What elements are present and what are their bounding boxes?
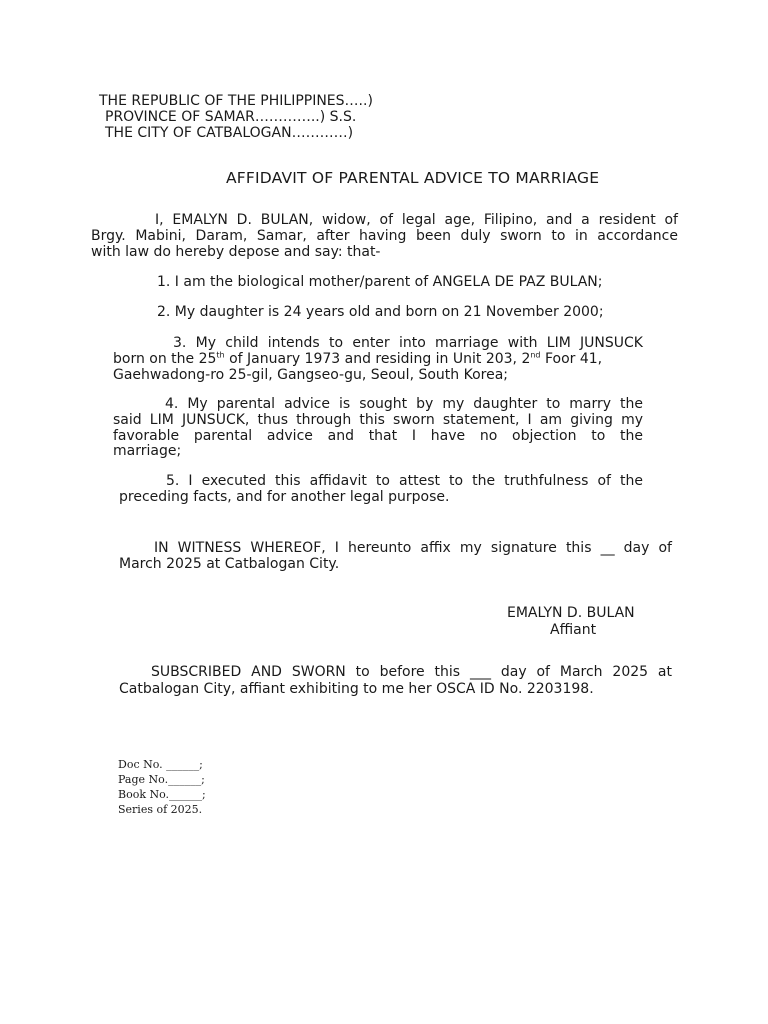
item-1: 1. I am the biological mother/parent of ANGELA DE PAZ BULAN; — [157, 274, 603, 290]
intro-line-3: with law do hereby depose and say: that- — [91, 244, 381, 260]
item-4-line-3: favorable parental advice and that I have no objection to the — [113, 428, 643, 444]
book-no: Book No.______; — [118, 788, 206, 801]
witness-line-2: March 2025 at Catbalogan City. — [119, 556, 340, 572]
affiant-label: Affiant — [550, 622, 597, 638]
item-3-line-1: 3. My child intends to enter into marriage with LIM JUNSUCK — [173, 335, 643, 351]
item-3-text-a: born on the 25 — [113, 351, 217, 367]
item-3-sup-th: th — [216, 350, 225, 360]
header-republic: THE REPUBLIC OF THE PHILIPPINES…..) — [99, 93, 373, 109]
doc-no: Doc No. ______; — [118, 758, 203, 771]
item-5-line-2: preceding facts, and for another legal purpose. — [119, 489, 450, 505]
item-4-line-4: marriage; — [113, 443, 182, 459]
item-3-line-3: Gaehwadong-ro 25-gil, Gangseo-gu, Seoul, South Korea; — [113, 367, 509, 383]
intro-line-2: Brgy. Mabini, Daram, Samar, after having been duly sworn to in accordance — [91, 228, 678, 244]
item-4-line-1: 4. My parental advice is sought by my daughter to marry the — [165, 396, 643, 412]
intro-line-1: I, EMALYN D. BULAN, widow, of legal age, Filipino, and a resident of — [155, 212, 678, 228]
subscribed-line-1: SUBSCRIBED AND SWORN to before this ___ day of March 2025 at — [151, 664, 672, 680]
document-title: AFFIDAVIT OF PARENTAL ADVICE TO MARRIAGE — [226, 169, 600, 187]
item-3-text-c: Foor 41, — [540, 351, 603, 367]
subscribed-line-2: Catbalogan City, affiant exhibiting to me her OSCA ID No. 2203198. — [119, 681, 594, 697]
item-4-line-2: said LIM JUNSUCK, thus through this sworn statement, I am giving my — [113, 412, 643, 428]
item-5-line-1: 5. I executed this affidavit to attest to the truthfulness of the — [166, 473, 643, 489]
page-no: Page No.______; — [118, 773, 205, 786]
item-3-line-2 — [113, 351, 602, 368]
witness-line-1: IN WITNESS WHEREOF, I hereunto affix my signature this __ day of — [154, 540, 672, 556]
header-city: THE CITY OF CATBALOGAN…………) — [105, 125, 354, 141]
item-3-sup-nd: nd — [530, 350, 541, 360]
item-3-text-b: of January 1973 and residing in Unit 203, 2 — [224, 351, 531, 367]
affiant-name: EMALYN D. BULAN — [507, 605, 635, 621]
series-of: Series of 2025. — [118, 803, 203, 816]
item-2: 2. My daughter is 24 years old and born on 21 November 2000; — [157, 304, 604, 320]
header-province: PROVINCE OF SAMAR…………..) S.S. — [105, 109, 357, 125]
